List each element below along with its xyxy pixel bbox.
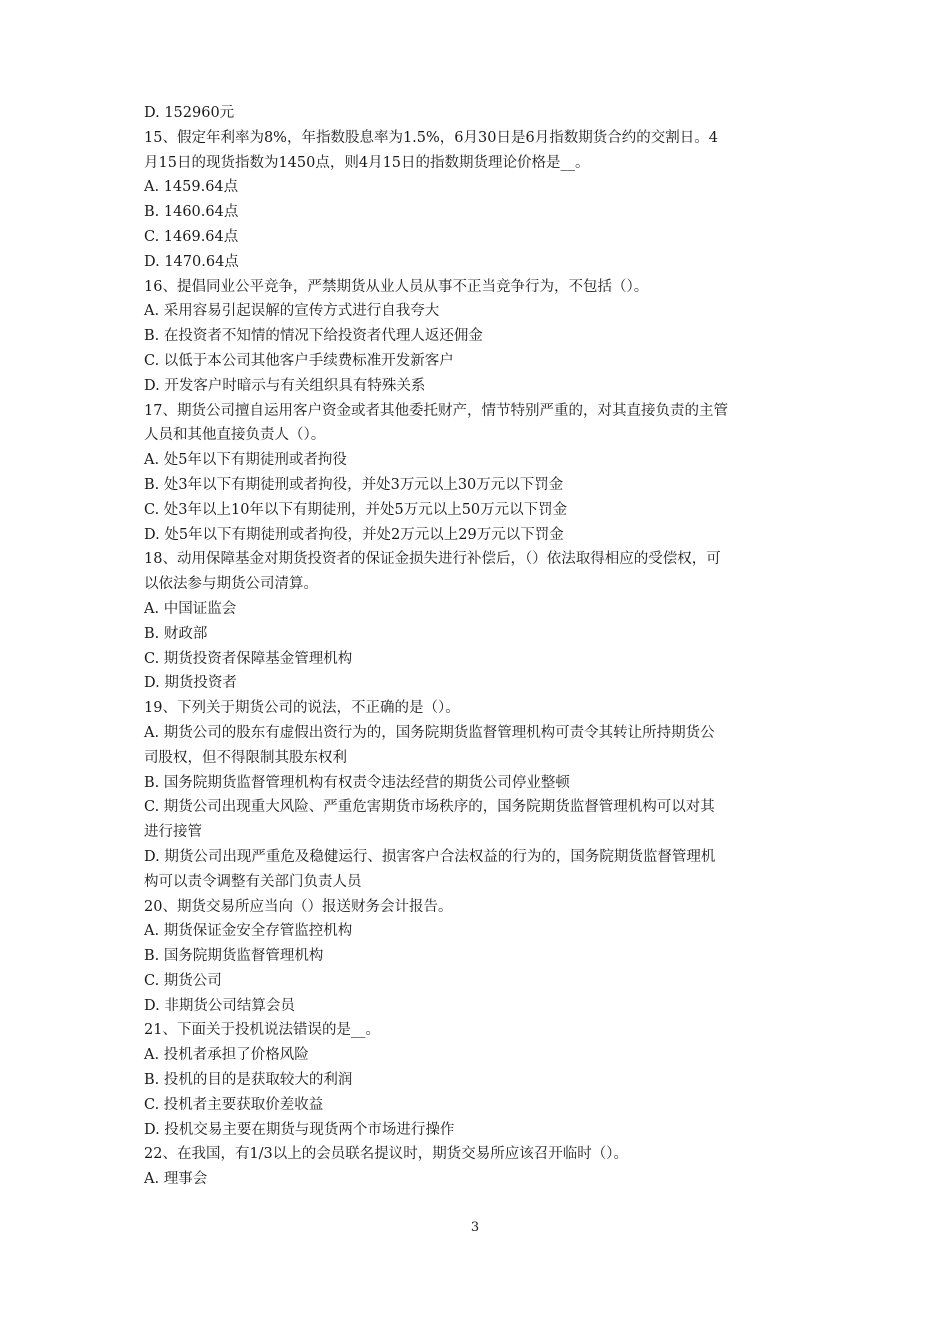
text-line: D. 开发客户时暗示与有关组织具有特殊关系 xyxy=(144,377,426,394)
text-line: 以依法参与期货公司清算。 xyxy=(144,576,318,593)
text-line: B. 财政部 xyxy=(144,625,208,642)
text-line: C. 处3年以上10年以下有期徒刑，并处5万元以上50万元以下罚金 xyxy=(144,501,568,518)
text-line: 15、假定年利率为8%，年指数股息率为1.5%，6月30日是6月指数期货合约的交割日。4 xyxy=(144,129,718,146)
text-line: 人员和其他直接负责人（）。 xyxy=(144,427,326,444)
text-line: 构可以责令调整有关部门负责人员 xyxy=(144,873,362,890)
text-line: A. 处5年以下有期徒刑或者拘役 xyxy=(144,452,347,469)
text-line: A. 投机者承担了价格风险 xyxy=(144,1047,309,1064)
text-line: C. 投机者主要获取价差收益 xyxy=(144,1096,324,1113)
text-line: 司股权，但不得限制其股东权利 xyxy=(144,749,347,766)
text-line: A. 采用容易引起误解的宣传方式进行自我夸大 xyxy=(144,303,440,320)
text-line: A. 期货公司的股东有虚假出资行为的，国务院期货监督管理机构可责令其转让所持期货公 xyxy=(144,724,715,741)
text-line: C. 1469.64点 xyxy=(144,228,239,245)
text-line: A. 期货保证金安全存管监控机构 xyxy=(144,923,353,940)
text-line: A. 理事会 xyxy=(144,1171,208,1188)
text-line: D. 非期货公司结算会员 xyxy=(144,997,295,1014)
text-line: B. 投机的目的是获取较大的利润 xyxy=(144,1072,353,1089)
text-line: A. 中国证监会 xyxy=(144,600,237,617)
text-line: D. 152960元 xyxy=(144,105,235,121)
text-line: A. 1459.64点 xyxy=(144,179,239,196)
text-line: C. 期货公司 xyxy=(144,972,222,989)
text-line: B. 1460.64点 xyxy=(144,204,239,221)
text-line: B. 处3年以下有期徒刑或者拘役，并处3万元以上30万元以下罚金 xyxy=(144,476,564,493)
text-line: 22、在我国，有1/3以上的会员联名提议时，期货交易所应该召开临时（）。 xyxy=(144,1146,629,1163)
text-line: 21、下面关于投机说法错误的是__。 xyxy=(144,1022,380,1039)
document-body xyxy=(144,101,814,1192)
text-line: 18、动用保障基金对期货投资者的保证金损失进行补偿后，（）依法取得相应的受偿权，可 xyxy=(144,551,721,568)
text-line: C. 期货公司出现重大风险、严重危害期货市场秩序的，国务院期货监督管理机构可以对其 xyxy=(144,799,715,816)
text-line: C. 期货投资者保障基金管理机构 xyxy=(144,650,353,667)
text-line: B. 在投资者不知情的情况下给投资者代理人返还佣金 xyxy=(144,328,483,345)
text-line: B. 国务院期货监督管理机构 xyxy=(144,948,324,965)
text-line: D. 处5年以下有期徒刑或者拘役，并处2万元以上29万元以下罚金 xyxy=(144,526,564,543)
text-line: 19、下列关于期货公司的说法，不正确的是（）。 xyxy=(144,700,460,717)
text-line: 20、期货交易所应当向（）报送财务会计报告。 xyxy=(144,898,453,915)
text-line: D. 期货公司出现严重危及稳健运行、损害客户合法权益的行为的，国务院期货监督管理机 xyxy=(144,848,716,865)
text-line: D. 投机交易主要在期货与现货两个市场进行操作 xyxy=(144,1121,455,1138)
page-number: 3 xyxy=(470,1220,480,1235)
text-line: 月15日的现货指数为1450点，则4月15日的指数期货理论价格是__。 xyxy=(144,154,590,171)
text-line: C. 以低于本公司其他客户手续费标准开发新客户 xyxy=(144,352,454,369)
text-line: D. 期货投资者 xyxy=(144,675,237,692)
text-line: 进行接管 xyxy=(144,824,202,841)
text-line: 16、提倡同业公平竞争，严禁期货从业人员从事不正当竞争行为，不包括（）。 xyxy=(144,278,649,295)
text-line: D. 1470.64点 xyxy=(144,253,239,270)
text-line: B. 国务院期货监督管理机构有权责令违法经营的期货公司停业整顿 xyxy=(144,774,570,791)
text-line: 17、期货公司擅自运用客户资金或者其他委托财产，情节特别严重的，对其直接负责的主管 xyxy=(144,402,728,419)
